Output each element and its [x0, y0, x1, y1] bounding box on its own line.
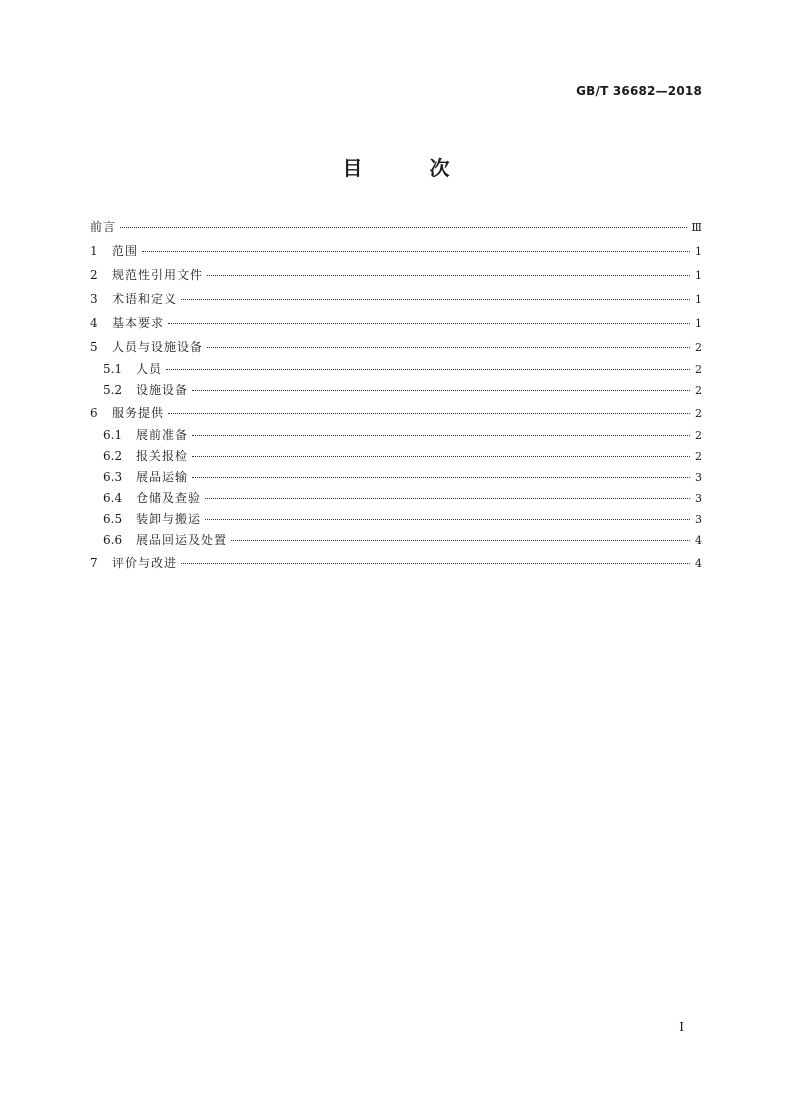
toc-entry-page: 1 — [695, 245, 702, 258]
toc-entry[interactable] — [90, 446, 702, 467]
toc-entry-page: 2 — [695, 407, 702, 420]
toc-entry-number: 7 — [90, 556, 98, 570]
toc-entry[interactable] — [90, 467, 702, 488]
toc-leader-dots — [192, 435, 690, 436]
toc-entry[interactable] — [90, 425, 702, 446]
toc-entry[interactable] — [90, 488, 702, 509]
toc-entry[interactable] — [90, 530, 702, 551]
toc-entry-page: 2 — [695, 429, 702, 442]
table-of-contents — [90, 215, 702, 575]
toc-entry-number: 6.2 — [103, 449, 123, 463]
toc-entry[interactable] — [90, 311, 702, 335]
toc-entry-number: 5.1 — [103, 362, 123, 376]
toc-entry-page: 4 — [695, 534, 702, 547]
toc-entry-number: 4 — [90, 316, 98, 330]
toc-leader-dots — [181, 563, 690, 564]
toc-entry-number: 6.5 — [103, 512, 123, 526]
toc-entry-label: 报关报检 — [136, 449, 189, 463]
toc-leader-dots — [181, 299, 690, 300]
page-title: 目 次 — [342, 156, 480, 180]
toc-entry-page: 3 — [695, 513, 702, 526]
toc-leader-dots — [205, 519, 690, 520]
toc-entry-label: 人员与设施设备 — [112, 340, 204, 354]
toc-entry-page: 4 — [695, 557, 702, 570]
toc-entry-label: 范围 — [112, 244, 139, 258]
toc-entry[interactable] — [90, 239, 702, 263]
toc-entry-page: 2 — [695, 341, 702, 354]
toc-entry-number: 6.1 — [103, 428, 123, 442]
toc-entry-page: 1 — [695, 269, 702, 282]
toc-entry-number: 1 — [90, 244, 98, 258]
toc-entry[interactable] — [90, 509, 702, 530]
toc-entry[interactable] — [90, 215, 702, 239]
toc-entry-number: 5 — [90, 340, 98, 354]
toc-entry-label: 服务提供 — [112, 406, 165, 420]
toc-entry[interactable] — [90, 401, 702, 425]
toc-entry[interactable] — [90, 287, 702, 311]
toc-entry-label: 人员 — [136, 362, 163, 376]
toc-leader-dots — [192, 477, 690, 478]
toc-entry-label: 术语和定义 — [112, 292, 178, 306]
toc-entry-label: 展品运输 — [136, 470, 189, 484]
toc-entry-number: 5.2 — [103, 383, 123, 397]
toc-leader-dots — [192, 390, 690, 391]
toc-leader-dots — [192, 456, 690, 457]
toc-leader-dots — [142, 251, 690, 252]
toc-entry-page: 3 — [695, 471, 702, 484]
toc-entry-label: 评价与改进 — [112, 556, 178, 570]
toc-entry-label: 仓储及查验 — [136, 491, 202, 505]
toc-leader-dots — [207, 347, 690, 348]
toc-leader-dots — [168, 323, 690, 324]
toc-leader-dots — [120, 227, 687, 228]
toc-entry-label: 展前准备 — [136, 428, 189, 442]
toc-entry-number: 6 — [90, 406, 98, 420]
toc-leader-dots — [231, 540, 690, 541]
toc-entry-label: 基本要求 — [112, 316, 165, 330]
toc-entry[interactable] — [90, 551, 702, 575]
toc-entry[interactable] — [90, 359, 702, 380]
toc-entry-label: 装卸与搬运 — [136, 512, 202, 526]
toc-entry[interactable] — [90, 380, 702, 401]
standard-number: GB/T 36682—2018 — [576, 84, 702, 98]
toc-entry-number: 6.6 — [103, 533, 123, 547]
toc-entry-number: 3 — [90, 292, 98, 306]
toc-entry[interactable] — [90, 263, 702, 287]
toc-leader-dots — [205, 498, 690, 499]
toc-leader-dots — [168, 413, 690, 414]
toc-entry-label: 前言 — [90, 220, 117, 234]
toc-entry-label: 规范性引用文件 — [112, 268, 204, 282]
toc-entry-page: 2 — [695, 384, 702, 397]
toc-leader-dots — [166, 369, 690, 370]
toc-entry-number: 2 — [90, 268, 98, 282]
toc-entry-page: 2 — [695, 450, 702, 463]
toc-entry-page: Ⅲ — [691, 221, 702, 234]
toc-entry-number: 6.3 — [103, 470, 123, 484]
toc-entry-page: 1 — [695, 317, 702, 330]
page-number: I — [679, 1020, 684, 1034]
toc-entry-label: 展品回运及处置 — [136, 533, 228, 547]
toc-entry-label: 设施设备 — [136, 383, 189, 397]
toc-entry-page: 3 — [695, 492, 702, 505]
toc-entry-page: 2 — [695, 363, 702, 376]
toc-leader-dots — [207, 275, 690, 276]
toc-entry[interactable] — [90, 335, 702, 359]
toc-entry-number: 6.4 — [103, 491, 123, 505]
toc-entry-page: 1 — [695, 293, 702, 306]
